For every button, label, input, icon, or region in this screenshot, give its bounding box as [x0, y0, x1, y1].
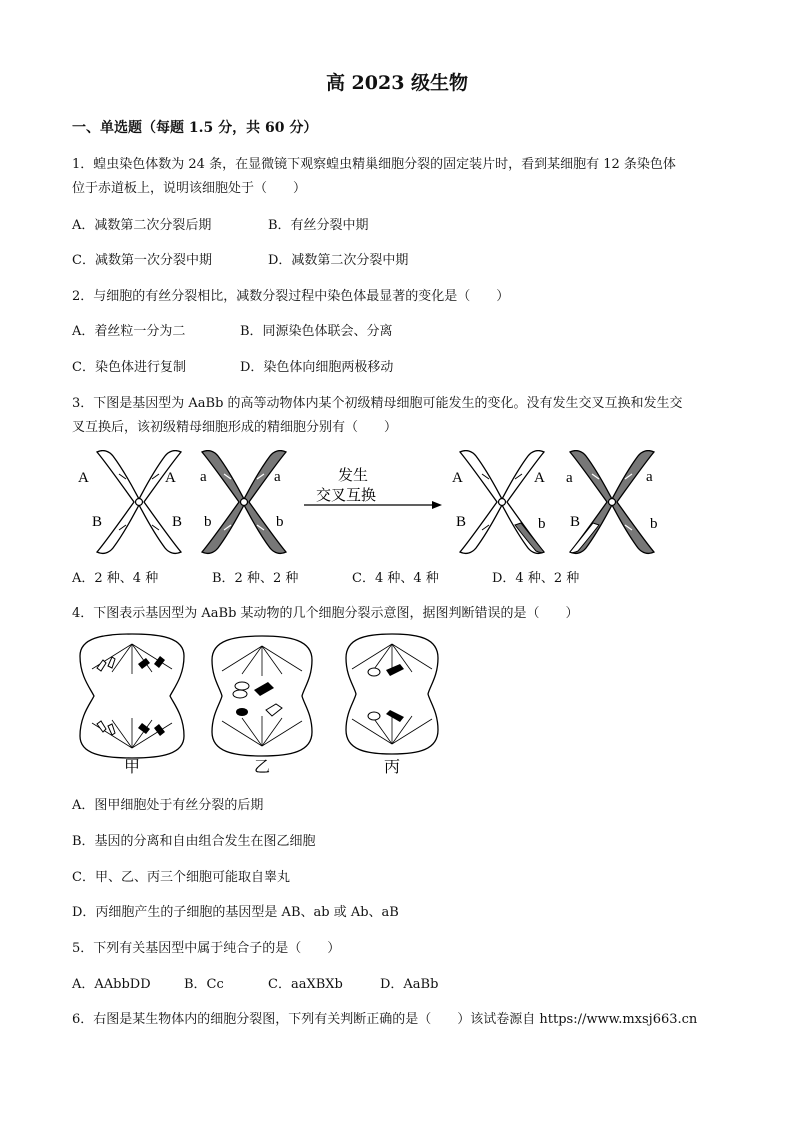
arrow-label-top: 发生 — [338, 468, 369, 484]
q4-stem: 4．下图表示基因型为 AaBb 某动物的几个细胞分裂示意图，据图判断错误的是（ ） — [72, 606, 579, 621]
gene-label-a: a — [200, 469, 207, 485]
gene-label-b: b — [276, 514, 284, 530]
gene-label-A: A — [165, 470, 176, 486]
q1-stem-line1: 1．蝗虫染色体数为 24 条，在显微镜下观察蝗虫精巢细胞分裂的固定装片时，看到某细胞有 12 条染色体 — [72, 157, 676, 172]
q1-option-a: A．减数第二次分裂后期 — [72, 218, 212, 233]
gene-label-b: b — [538, 516, 546, 532]
gene-label-b: b — [650, 516, 658, 532]
cell-label-yi: 乙 — [254, 757, 271, 776]
gene-label-a: a — [274, 469, 281, 485]
gene-label-A: A — [534, 470, 545, 486]
q1-option-c: C．减数第一次分裂中期 — [72, 253, 212, 268]
arrow-label-bottom: 交叉互换 — [316, 488, 377, 504]
q4-option-c: C．甲、乙、丙三个细胞可能取自睾丸 — [72, 870, 290, 885]
q6-stem: 6．右图是某生物体内的细胞分裂图，下列有关判断正确的是（ ）该试卷源自 https://www.mxsj663.cn — [72, 1012, 698, 1027]
gene-label-A: A — [452, 470, 463, 486]
gene-label-a: a — [566, 470, 573, 486]
q2-option-a: A．着丝粒一分为二 — [72, 324, 186, 339]
gene-label-B: B — [172, 514, 183, 530]
q4-option-d: D．丙细胞产生的子细胞的基因型是 AB、ab 或 Ab、aB — [72, 905, 399, 920]
q3-option-c: C．4 种、4 种 — [352, 571, 439, 586]
q5-stem: 5．下列有关基因型中属于纯合子的是（ ） — [72, 941, 341, 956]
gene-label-B: B — [456, 514, 467, 530]
gene-label-a: a — [646, 469, 653, 485]
cell-label-jia: 甲 — [124, 757, 141, 776]
gene-label-B: B — [92, 514, 103, 530]
q4-option-b: B．基因的分离和自由组合发生在图乙细胞 — [72, 834, 316, 849]
q2-option-c: C．染色体进行复制 — [72, 360, 186, 375]
page-title: 高 2023 级生物 — [325, 72, 469, 94]
q3-stem-line2: 叉互换后，该初级精母细胞形成的精细胞分别有（ ） — [72, 420, 398, 435]
q1-option-d: D．减数第二次分裂中期 — [268, 253, 409, 268]
q2-option-b: B．同源染色体联会、分离 — [240, 324, 393, 339]
q5-option-c: C．aaXBXb — [268, 977, 343, 992]
q4-option-a: A．图甲细胞处于有丝分裂的后期 — [72, 798, 264, 813]
q3-option-a: A．2 种、4 种 — [72, 571, 159, 586]
q2-stem: 2．与细胞的有丝分裂相比，减数分裂过程中染色体最显著的变化是（ ） — [72, 289, 510, 304]
q1-option-b: B．有丝分裂中期 — [268, 218, 369, 233]
q3-stem-line1: 3．下图是基因型为 AaBb 的高等动物体内某个初级精母细胞可能发生的变化。没有发生交叉互换和发生交 — [72, 396, 683, 411]
q5-option-a: A．AAbbDD — [72, 977, 151, 992]
q5-option-b: B．Cc — [184, 977, 224, 992]
q2-option-d: D．染色体向细胞两极移动 — [240, 360, 394, 375]
q3-option-b: B．2 种、2 种 — [212, 571, 299, 586]
section-heading: 一、单选题（每题 1.5 分，共 60 分） — [72, 120, 318, 136]
cell-label-bing: 丙 — [384, 757, 401, 776]
q3-chromosome-figure — [72, 450, 672, 555]
q5-option-d: D．AaBb — [380, 977, 439, 992]
gene-label-A: A — [78, 470, 89, 486]
q4-cell-division-figure — [72, 632, 452, 777]
q1-stem-line2: 位于赤道板上，说明该细胞处于（ ） — [72, 181, 307, 196]
gene-label-B: B — [570, 514, 581, 530]
gene-label-b: b — [204, 514, 212, 530]
q3-option-d: D．4 种、2 种 — [492, 571, 580, 586]
